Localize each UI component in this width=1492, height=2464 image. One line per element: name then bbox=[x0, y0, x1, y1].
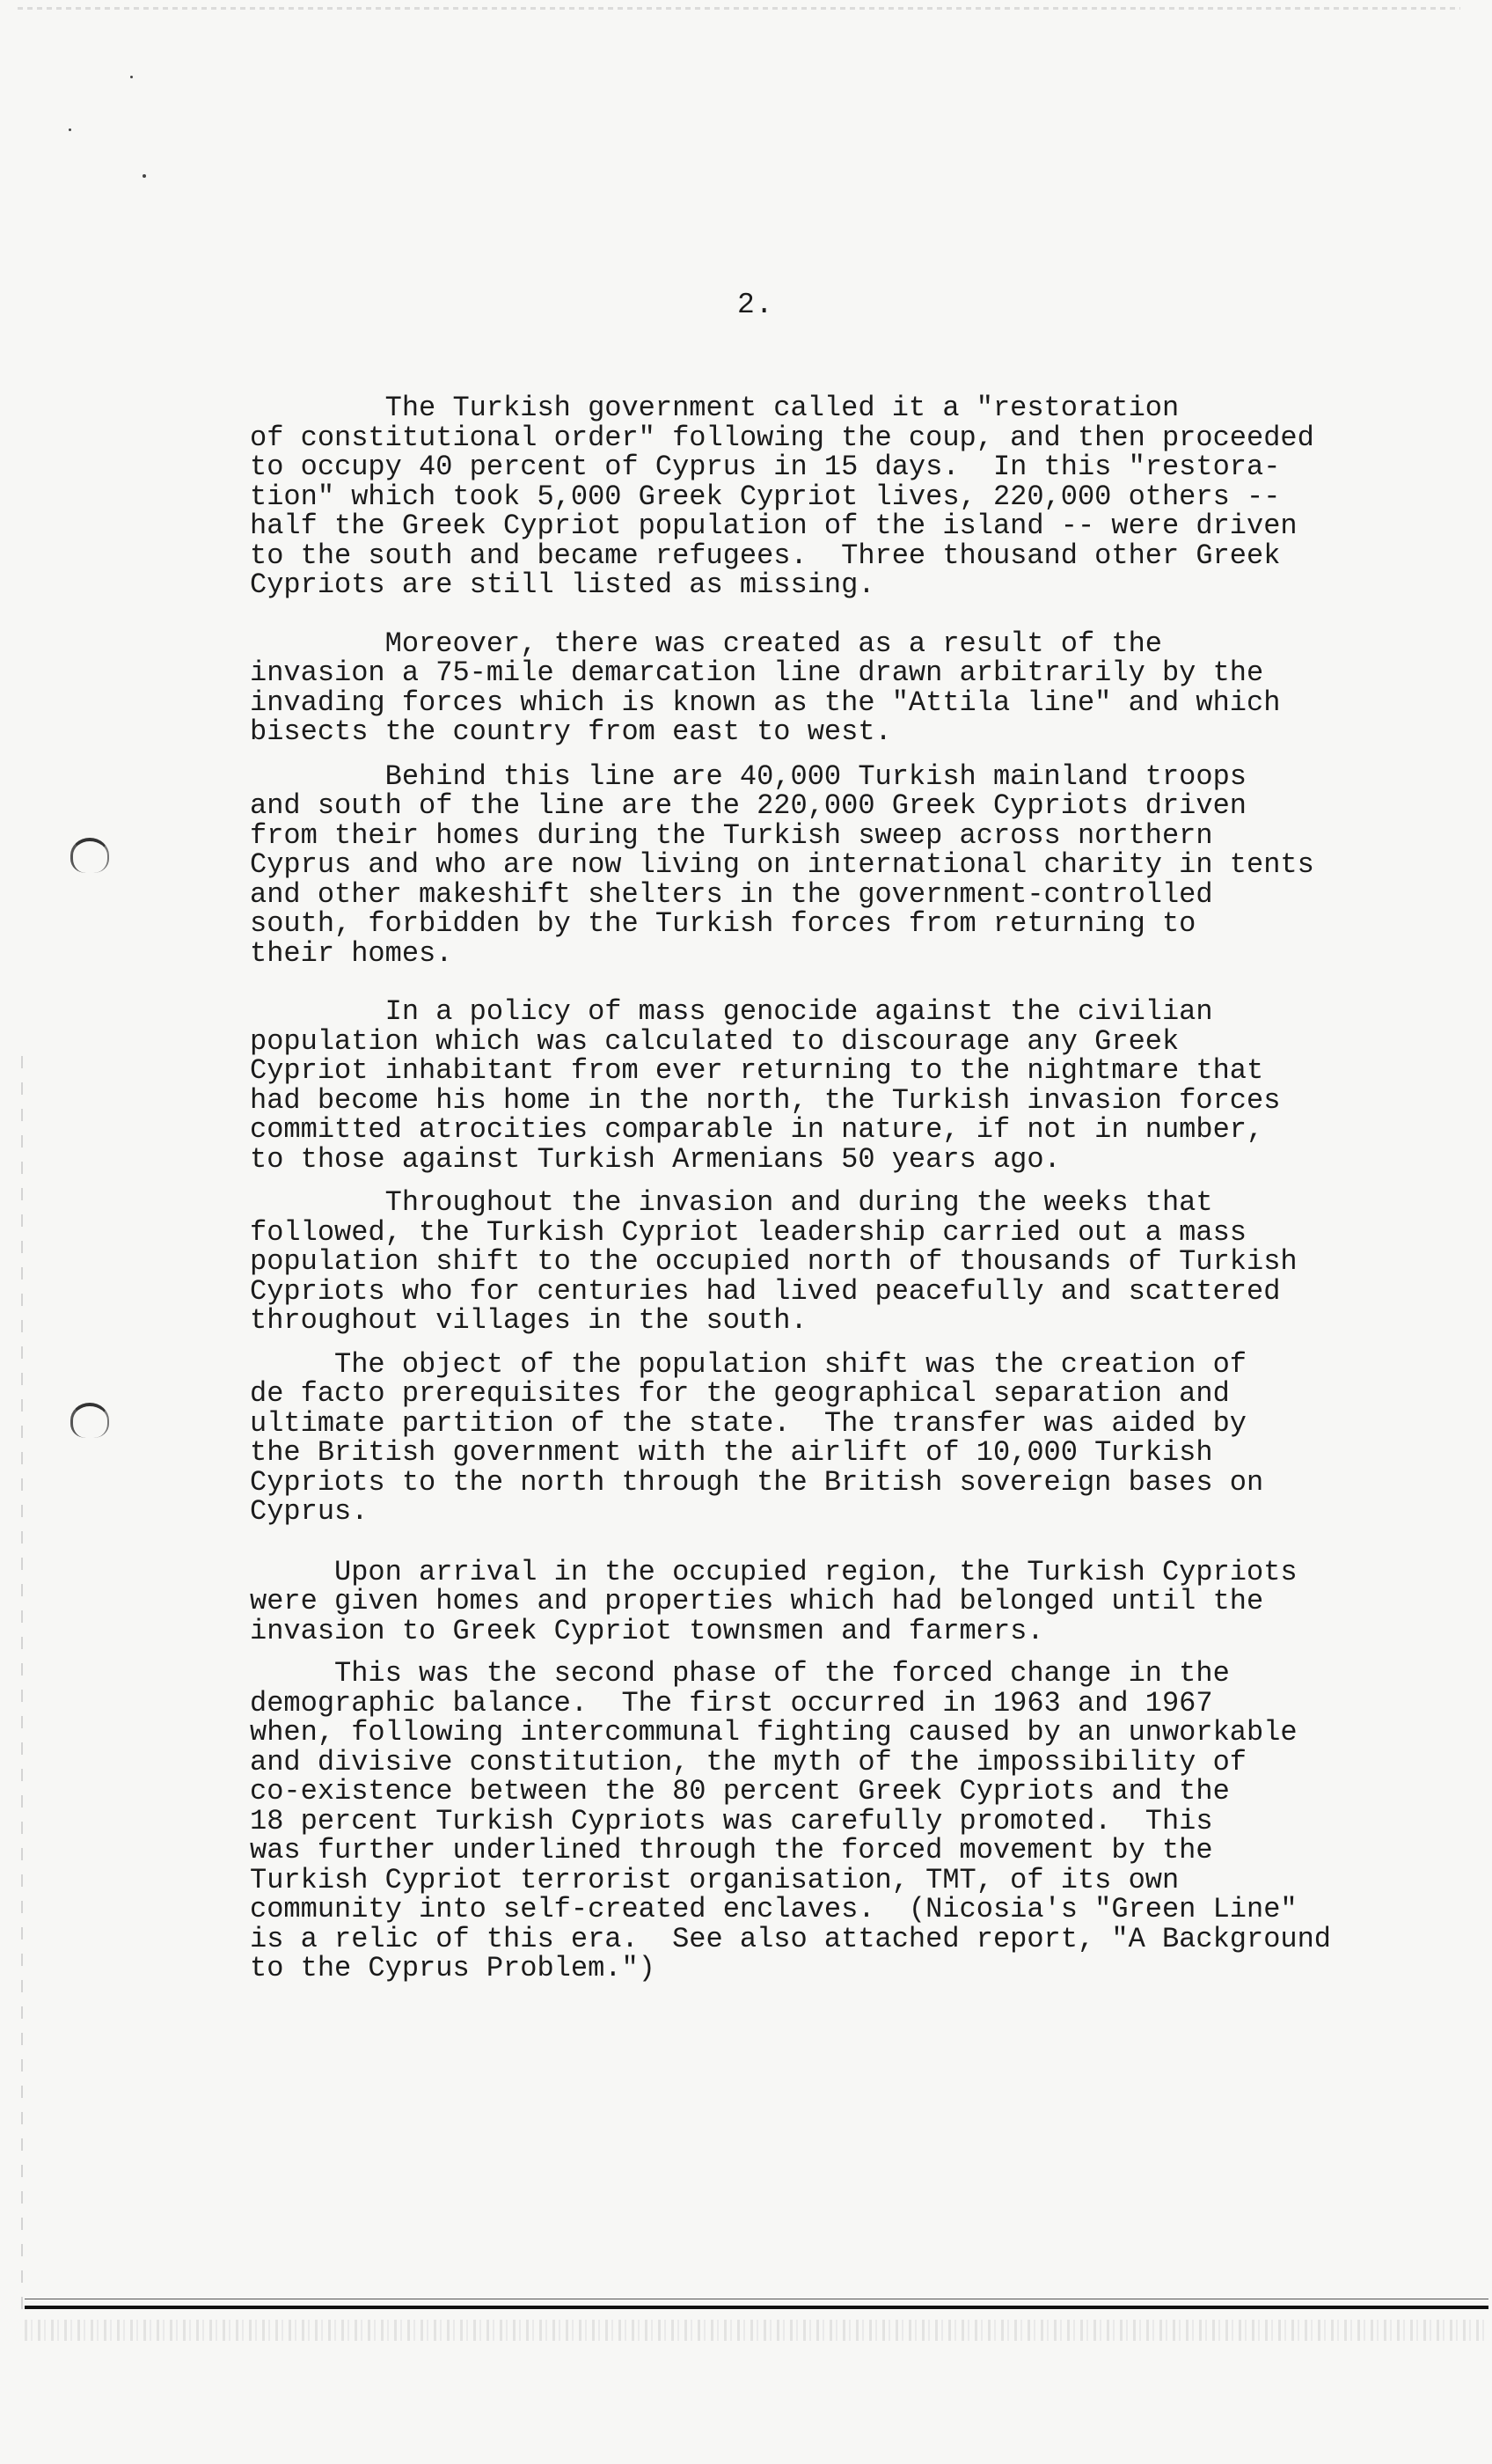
paragraph-population-shift: Throughout the invasion and during the weeks that followed, the Turkish Cypriot leadership carried out a mass population shift to the occupied north of thousands of Turkish Cypriots who for centuries had lived peacefully and scattered throughout villages in the south. bbox=[250, 1186, 1298, 1337]
paragraph-arrival: Upon arrival in the occupied region, the Turkish Cypriots were given homes and properties which had belonged until the invasion to Greek Cypriot townsmen and farmers. bbox=[250, 1555, 1298, 1647]
punch-hole-mark bbox=[70, 838, 109, 873]
scan-edge-bottom bbox=[25, 2320, 1485, 2341]
scan-edge-top bbox=[18, 7, 1460, 10]
scan-edge-left bbox=[21, 1056, 23, 2314]
paragraph-genocide: In a policy of mass genocide against the civilian population which was calculated to discourage any Greek Cypriot inhabitant from ever returning to the nightmare that had become his home in the north, the Turkish invasion forces committed atrocities comparable in nature, if not in number, to those against Turkish Armenians 50 years ago. bbox=[250, 995, 1281, 1176]
speck-mark bbox=[143, 174, 146, 178]
paragraph-attila-line: Moreover, there was created as a result of the invasion a 75-mile demarcation line drawn arbitrarily by the invading forces which is known as the "Attila line" and which bisects the country from east to west. bbox=[250, 627, 1281, 748]
punch-hole-mark bbox=[70, 1403, 109, 1438]
body-text bbox=[250, 393, 1429, 1984]
footer-rule bbox=[25, 2306, 1488, 2309]
page-number: 2. bbox=[737, 289, 774, 321]
paragraph-troops: Behind this line are 40,000 Turkish mainland troops and south of the line are the 220,000 Greek Cypriots driven from their homes during the Turkish sweep across northern Cyprus and who are now living on international charity in tents and other makeshift shelters in the government-controlled south, forbidden by the Turkish forces from returning to their homes. bbox=[250, 759, 1314, 970]
paragraph-restoration: The Turkish government called it a "restoration of constitutional order" following the coup, and then proceeded to occupy 40 percent of Cyprus in 15 days. In this "restora- tion" which took 5,000 Greek Cypriot lives, 220,000 others -- half the Greek Cypriot population of the island -- were driven to the south and became refugees. Three thousand other Greek Cypriots are still listed as missing. bbox=[250, 392, 1314, 601]
paragraph-partition: The object of the population shift was the creation of de facto prerequisites for the geographical separation and ultimate partition of the state. The transfer was aided by the British government with the airlift of 10,000 Turkish Cypriots to the north through the British sovereign bases on Cyprus. bbox=[250, 1347, 1264, 1528]
speck-mark bbox=[69, 128, 71, 131]
paragraph-second-phase: This was the second phase of the forced change in the demographic balance. The first occurred in 1963 and 1967 when, following intercommunal fighting caused by an unworkable and divisive constitution, the myth of the impossibility of co-existence between the 80 percent Greek Cypriots and the 18 percent Turkish Cypriots was carefully promoted. This was further underlined through the forced movement by the Turkish Cypriot terrorist organisation, TMT, of its own community into self-created enclaves. (Nicosia's "Green Line" is a relic of this era. See also attached report, "A Background to the Cyprus Problem.") bbox=[250, 1657, 1331, 1984]
speck-mark bbox=[130, 76, 133, 78]
